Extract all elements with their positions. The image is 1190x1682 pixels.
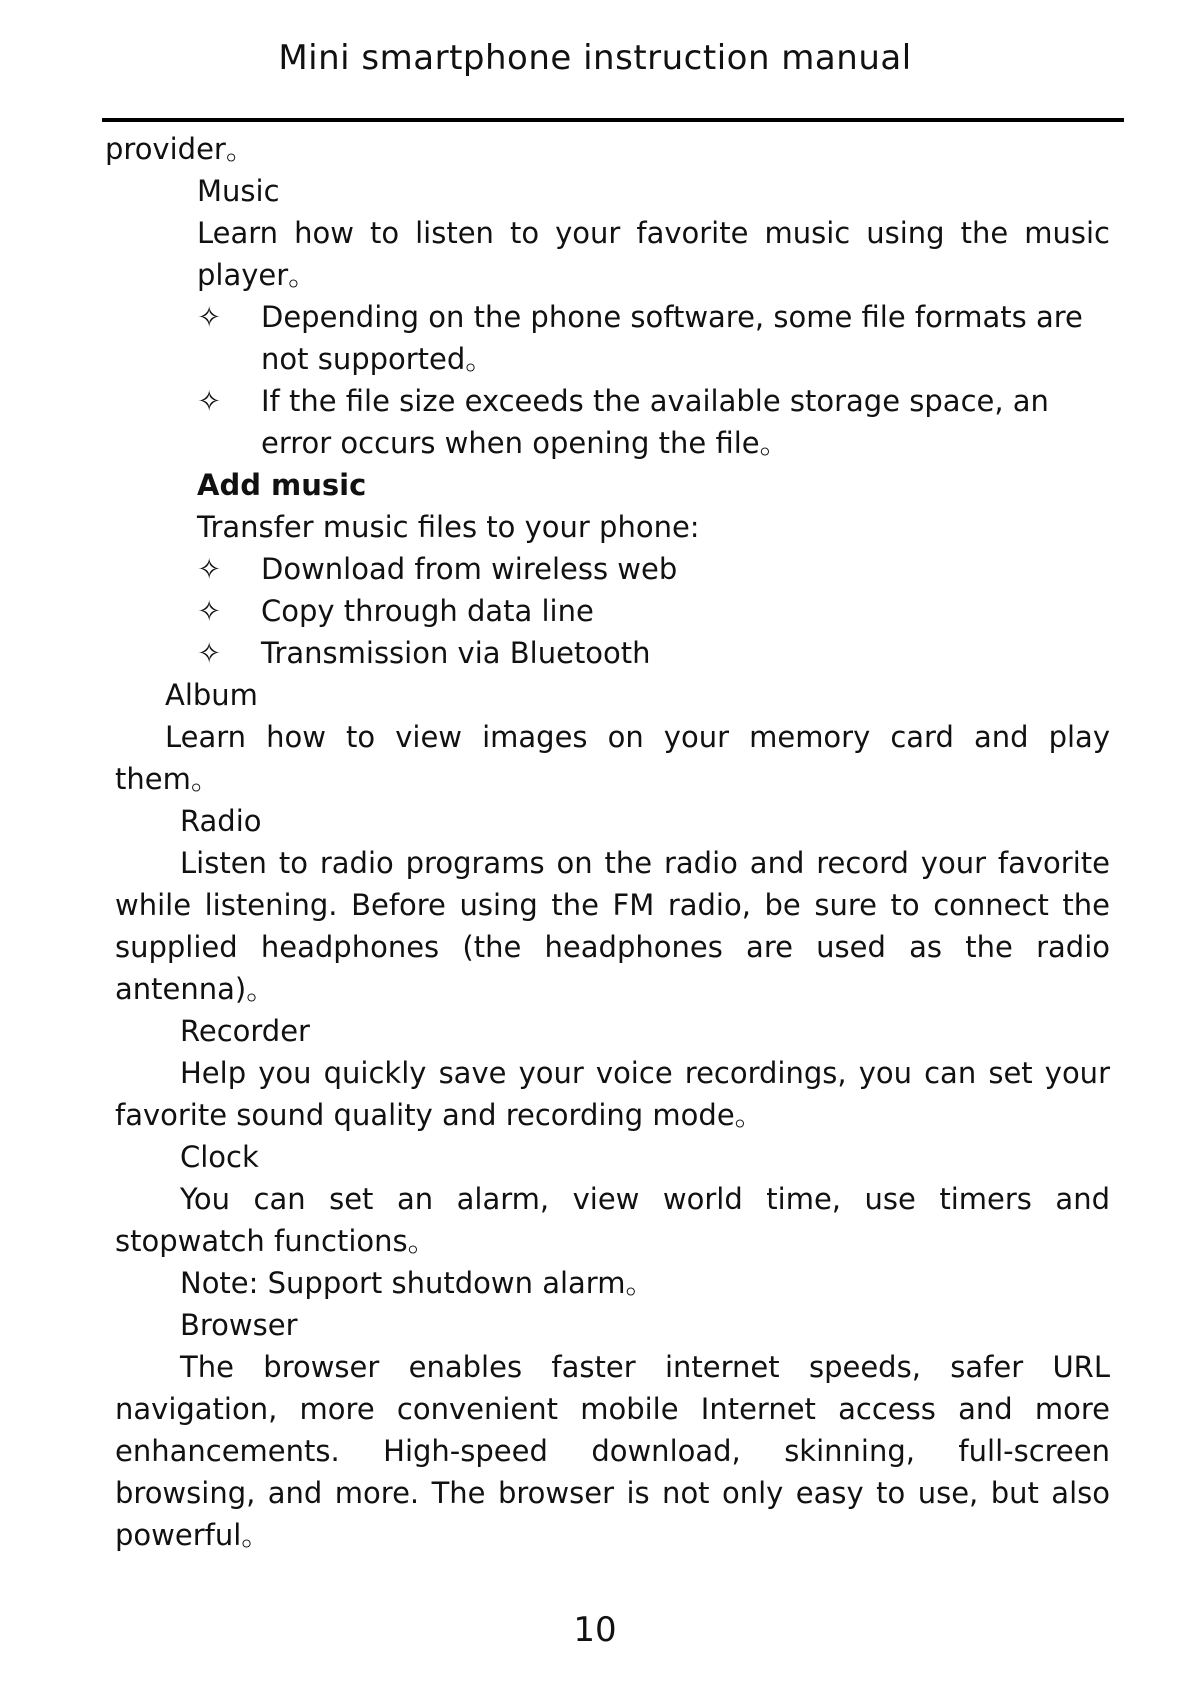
page-number: 10 xyxy=(573,1610,617,1650)
add-music-item-2 xyxy=(115,590,1110,632)
page-header-title: Mini smartphone instruction manual xyxy=(278,38,912,78)
clock-note: Note: Support shutdown alarm。 xyxy=(180,1266,655,1300)
page-content xyxy=(105,128,1110,1556)
sparkle-bullet-icon: ✧ xyxy=(197,300,222,334)
section-heading-clock: Clock xyxy=(180,1140,259,1174)
clock-description: You can set an alarm, view world time, use timers and stopwatch functions。 xyxy=(115,1182,1110,1258)
section-heading-browser: Browser xyxy=(180,1308,298,1342)
music-note-1-text: Depending on the phone software, some file formats are not supported。 xyxy=(261,300,1083,376)
section-heading-music: Music xyxy=(197,174,280,208)
add-music-item-3 xyxy=(115,632,1110,674)
radio-description: Listen to radio programs on the radio and record your favorite while listening. Before using the FM radio, be sure to connect the supplied headphones (the headphones are used as the radio antenna)。 xyxy=(115,846,1110,1006)
sparkle-bullet-icon: ✧ xyxy=(197,552,222,586)
music-note-2 xyxy=(115,380,1110,464)
add-music-item-1-text: Download from wireless web xyxy=(261,552,678,586)
section-heading-recorder: Recorder xyxy=(180,1014,310,1048)
sparkle-bullet-icon: ✧ xyxy=(197,636,222,670)
add-music-intro: Transfer music files to your phone: xyxy=(197,510,700,544)
section-heading-add-music: Add music xyxy=(197,468,367,502)
browser-description: The browser enables faster internet speeds, safer URL navigation, more convenient mobile Internet access and more enhancements. High-speed download, skinning, full-screen browsing, and more. The browser is not only easy to use, but also powerful。 xyxy=(115,1350,1110,1552)
recorder-description: Help you quickly save your voice recordings, you can set your favorite sound quality and recording mode。 xyxy=(115,1056,1110,1132)
section-heading-album: Album xyxy=(165,678,258,712)
header-divider xyxy=(102,118,1124,122)
music-note-1 xyxy=(115,296,1110,380)
music-note-2-text: If the file size exceeds the available storage space, an error occurs when opening the file。 xyxy=(261,384,1049,460)
add-music-item-1 xyxy=(115,548,1110,590)
continued-text: provider。 xyxy=(105,132,255,166)
music-description: Learn how to listen to your favorite music using the music player。 xyxy=(197,216,1110,292)
section-heading-radio: Radio xyxy=(180,804,262,838)
add-music-item-3-text: Transmission via Bluetooth xyxy=(261,636,651,670)
album-description: Learn how to view images on your memory card and play them。 xyxy=(115,720,1110,796)
sparkle-bullet-icon: ✧ xyxy=(197,594,222,628)
add-music-item-2-text: Copy through data line xyxy=(261,594,594,628)
sparkle-bullet-icon: ✧ xyxy=(197,384,222,418)
